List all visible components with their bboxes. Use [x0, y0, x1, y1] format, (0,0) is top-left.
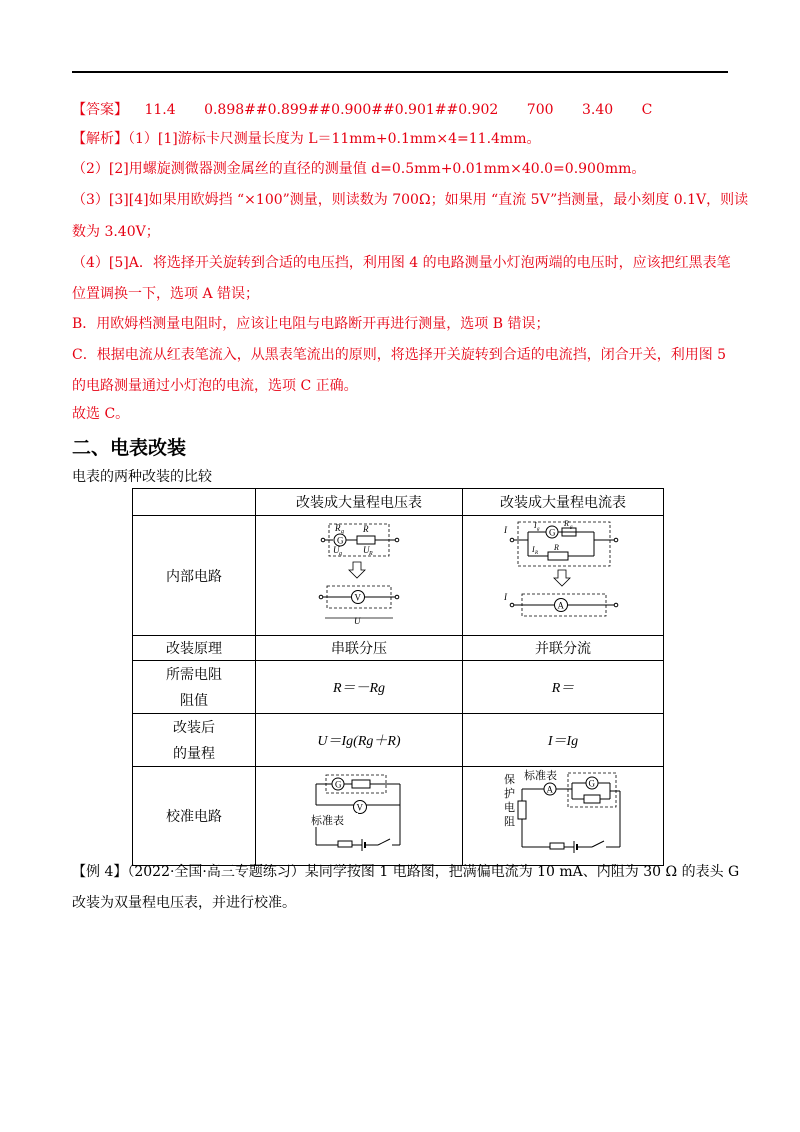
current-calibration-circuit [463, 767, 664, 866]
analysis-line-10: 故选 C。 [72, 406, 130, 422]
svg-text:R: R [369, 550, 373, 557]
analysis-line-1: 【解析】（1）[1]游标卡尺测量长度为 L＝11mm+0.1mm×4=11.4mm。 [72, 131, 541, 147]
svg-text:G: G [337, 535, 344, 545]
analysis-line-6: 位置调换一下，选项 A 错误； [72, 286, 260, 302]
svg-text:G: G [549, 527, 556, 537]
comparison-table [132, 488, 664, 866]
standard-meter-label-a: 标准表 [524, 770, 557, 782]
current-resistance-formula: R＝ [463, 661, 664, 714]
analysis-line-4: 数为 3.40V； [72, 224, 160, 240]
svg-text:R: R [363, 523, 369, 534]
table-header-row [133, 489, 664, 516]
row-label-resistance-b: 阻值 [180, 693, 208, 709]
row-label-range [133, 714, 256, 767]
answer-value-1: 11.4 [144, 102, 176, 118]
table-caption: 电表的两种改装的比较 [72, 469, 212, 485]
standard-meter-label-v: 标准表 [311, 815, 344, 827]
svg-text:V: V [356, 802, 363, 813]
table-row-range [133, 714, 664, 767]
svg-text:G: G [588, 778, 595, 789]
answer-value-5: C [641, 102, 653, 118]
analysis-line-7: B．用欧姆档测量电阻时，应该让电阻与电路断开再进行测量，选项 B 错误； [72, 316, 550, 332]
answer-value-4: 3.40 [581, 102, 614, 118]
svg-text:A: A [557, 600, 564, 610]
svg-text:U: U [363, 544, 370, 555]
row-label-range-a: 改装后 [173, 720, 215, 736]
voltage-range-formula: U＝Ig(Rg＋R) [256, 714, 463, 767]
svg-text:R: R [335, 522, 341, 533]
answer-value-3: 700 [526, 102, 554, 118]
voltage-principle: 串联分压 [256, 636, 463, 661]
table-row-principle [133, 636, 664, 661]
svg-text:U: U [354, 615, 361, 626]
table-row-resistance [133, 661, 664, 714]
table-row-calibration [133, 767, 664, 866]
protect-char-1: 保 [504, 774, 515, 786]
voltmeter-conversion-diagram [299, 518, 419, 630]
svg-text:A: A [546, 784, 553, 795]
answer-label: 【答案】 [72, 102, 128, 118]
svg-text:R: R [564, 518, 569, 528]
ammeter-conversion-diagram [498, 518, 628, 630]
svg-text:g: g [341, 528, 344, 535]
example-line-2: 改装为双量程电压表，并进行校准。 [72, 895, 296, 911]
current-principle: 并联分流 [463, 636, 664, 661]
svg-text:g: g [339, 550, 342, 557]
analysis-line-9: 的电路测量通过小灯泡的电流，选项 C 正确。 [72, 378, 358, 394]
svg-text:R: R [554, 542, 559, 552]
answer-value-2: 0.898##0.899##0.900##0.901##0.902 [204, 102, 499, 118]
svg-text:I: I [532, 544, 535, 554]
svg-text:R: R [535, 550, 539, 556]
svg-text:g: g [570, 524, 573, 530]
row-label-principle: 改装原理 [133, 636, 256, 661]
header-current: 改装成大量程电流表 [463, 489, 664, 516]
section-title: 二、电表改装 [72, 437, 187, 459]
answer-line [72, 100, 676, 120]
voltage-internal-circuit [256, 516, 463, 636]
analysis-line-3: （3）[3][4]如果用欧姆挡 “×100”测量，则读数为 700Ω；如果用 “直流 5V”挡测量，最小刻度 0.1V，则读 [72, 192, 749, 208]
header-empty [133, 489, 256, 516]
ammeter-calibration-diagram [498, 769, 628, 859]
current-internal-circuit [463, 516, 664, 636]
header-voltage: 改装成大量程电压表 [256, 489, 463, 516]
svg-text:I: I [504, 524, 507, 535]
svg-text:V: V [354, 592, 361, 602]
svg-text:I: I [504, 591, 507, 602]
svg-text:G: G [335, 779, 342, 790]
row-label-internal: 内部电路 [133, 516, 256, 636]
row-label-resistance-a: 所需电阻 [166, 667, 222, 683]
row-label-calibration: 校准电路 [133, 767, 256, 866]
voltage-calibration-circuit [256, 767, 463, 866]
voltage-resistance-formula: R＝－Rg [256, 661, 463, 714]
voltmeter-calibration-diagram [304, 769, 414, 859]
current-range-formula: I＝Ig [463, 714, 664, 767]
protect-char-3: 电 [504, 802, 515, 814]
analysis-line-8: C．根据电流从红表笔流入，从黑表笔流出的原则，将选择开关旋转到合适的电流挡，闭合开关，利用图 5 [72, 347, 727, 363]
svg-text:g: g [537, 526, 540, 532]
example-line-1: 【例 4】（2022·全国·高三专题练习）某同学按图 1 电路图，把满偏电流为 10 mA、内阻为 30 Ω 的表头 G [72, 864, 740, 880]
table-row-internal-circuit [133, 516, 664, 636]
protect-char-4: 阻 [504, 816, 515, 828]
analysis-line-5: （4）[5]A．将选择开关旋转到合适的电压挡，利用图 4 的电路测量小灯泡两端的电压时，应该把红黑表笔 [72, 255, 731, 271]
svg-text:U: U [333, 544, 340, 555]
analysis-line-2: （2）[2]用螺旋测微器测金属丝的直径的测量值 d=0.5mm+0.01mm×40.0=0.900mm。 [72, 161, 646, 177]
protect-char-2: 护 [504, 788, 515, 800]
svg-text:I: I [534, 520, 537, 530]
top-rule [72, 71, 728, 73]
row-label-range-b: 的量程 [173, 746, 215, 762]
row-label-resistance [133, 661, 256, 714]
